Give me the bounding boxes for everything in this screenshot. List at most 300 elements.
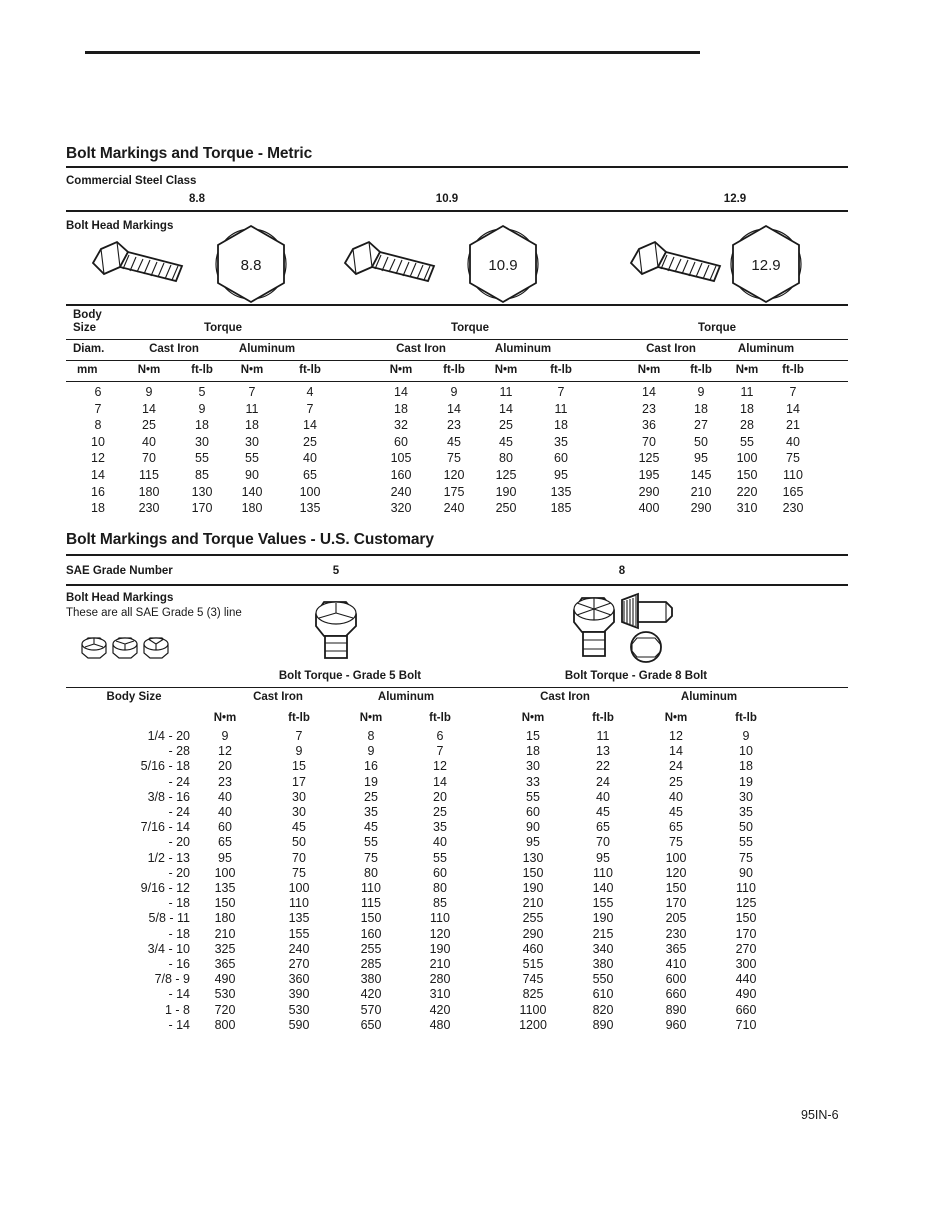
metric-cell-c2_ci_nm: 105 (390, 451, 412, 466)
uscustomary-cell-g5_al_ft: 60 (433, 865, 447, 880)
uscustomary-cell-g5_al_ft: 7 (436, 744, 444, 759)
uscustomary-cell-g8_ci_ft: 22 (596, 759, 610, 774)
metric-cell-c1_ci_nm: 25 (142, 418, 156, 433)
metric-cell-c1_ci_ft: 9 (198, 401, 206, 416)
uscustomary-cell-g5_ci_nm: 530 (214, 987, 236, 1002)
metric-cell-mm: 7 (94, 401, 102, 416)
uscustomary-cell-g8_al_nm: 25 (669, 774, 683, 789)
uscustomary-unit-nm-g8-al: N•m (664, 712, 688, 724)
uscustomary-cell-g5_ci_nm: 95 (218, 850, 232, 865)
bolt-head-hex-8-8-illustration (203, 222, 299, 306)
uscustomary-cell-g5_ci_ft: 360 (288, 972, 310, 987)
metric-cell-c3_al_nm: 150 (736, 468, 758, 482)
metric-cell-c2_al_ft: 185 (550, 501, 572, 516)
metric-section-title: Bolt Markings and Torque - Metric (66, 145, 313, 162)
uscustomary-cell-g8_al_ft: 110 (736, 881, 756, 895)
uscustomary-cell-g5_al_ft: 80 (433, 881, 447, 895)
uscustomary-cell-g8_al_nm: 230 (665, 926, 687, 941)
uscustomary-cell-size: 5/16 - 18 (140, 759, 190, 774)
bolt-side-view-10-9-illustration (336, 236, 444, 294)
uscustomary-cell-g5_ci_nm: 325 (214, 941, 236, 956)
top-header-rule (85, 51, 700, 54)
uscustomary-cell-g8_ci_nm: 90 (526, 820, 540, 835)
uscustomary-cell-g8_ci_nm: 515 (522, 957, 544, 971)
metric-torque-header-8-8: Torque (203, 322, 243, 334)
uscustomary-cell-size: - 20 (168, 865, 190, 880)
uscustomary-cell-g8_al_ft: 710 (735, 1017, 757, 1032)
metric-unit-ftlb-12-9-ci: ft-lb (690, 364, 712, 376)
metric-cell-c3_ci_nm: 125 (638, 451, 660, 466)
uscustomary-cell-g8_ci_nm: 33 (526, 774, 540, 789)
uscustomary-cell-g8_al_nm: 120 (665, 865, 687, 880)
metric-cell-c3_al_ft: 230 (782, 501, 804, 516)
uscustomary-cell-g5_al_ft: 190 (429, 941, 451, 956)
uscustomary-cell-g5_ci_ft: 30 (292, 789, 306, 804)
uscustomary-cell-g8_ci_ft: 45 (596, 805, 610, 819)
uscustomary-cell-g8_ci_nm: 1200 (519, 1017, 547, 1032)
uscustomary-cell-size: - 24 (168, 774, 190, 789)
uscustomary-caption-rule-b (264, 687, 536, 688)
metric-cell-c3_ci_nm: 70 (642, 434, 656, 449)
metric-cell-c2_al_ft: 135 (550, 484, 572, 499)
uscustomary-cell-g8_al_ft: 440 (735, 972, 757, 987)
metric-unit-nm-8-8-ci: N•m (137, 364, 161, 376)
uscustomary-cell-g5_ci_ft: 30 (292, 805, 306, 819)
uscustomary-cell-g5_ci_ft: 390 (288, 987, 310, 1002)
uscustomary-cell-g5_ci_nm: 23 (218, 774, 232, 789)
uscustomary-cell-g5_al_ft: 480 (429, 1017, 451, 1032)
steel-class-12-9: 12.9 (723, 193, 747, 205)
uscustomary-cell-size: - 18 (168, 926, 190, 941)
uscustomary-caption-rule-c (536, 687, 848, 688)
uscustomary-cell-g8_ci_ft: 550 (592, 972, 614, 987)
uscustomary-cell-g8_al_ft: 18 (739, 759, 753, 774)
uscustomary-section-title: Bolt Markings and Torque Values - U.S. Customary (66, 531, 434, 548)
metric-cell-c3_ci_ft: 210 (690, 484, 712, 499)
metric-cell-c2_ci_nm: 60 (394, 434, 408, 449)
uscustomary-cell-g5_al_ft: 40 (433, 835, 447, 850)
uscustomary-cell-g8_ci_ft: 890 (592, 1017, 614, 1032)
metric-aluminum-header-12-9: Aluminum (737, 343, 795, 355)
metric-body-size-label-line2: Size (73, 322, 97, 334)
metric-cell-c1_ci_ft: 85 (195, 468, 209, 482)
uscustomary-cell-g5_al_nm: 380 (360, 972, 382, 987)
uscustomary-cell-g5_ci_nm: 20 (218, 759, 232, 774)
uscustomary-cell-size: 7/8 - 9 (154, 972, 190, 987)
uscustomary-cell-g5_ci_nm: 135 (214, 881, 236, 895)
metric-cell-c3_al_ft: 14 (786, 401, 800, 416)
uscustomary-cell-g5_al_nm: 110 (361, 881, 381, 895)
uscustomary-cell-g8_ci_ft: 155 (592, 896, 614, 911)
uscustomary-cell-g8_al_ft: 9 (742, 729, 750, 743)
metric-cast-iron-header-8-8: Cast Iron (149, 343, 199, 355)
metric-cell-c2_ci_ft: 9 (450, 385, 458, 399)
metric-cell-c1_al_ft: 135 (299, 501, 321, 516)
metric-cell-c1_ci_nm: 180 (138, 484, 160, 499)
uscustomary-grade-rule (66, 584, 848, 586)
uscustomary-cell-g5_ci_nm: 800 (214, 1017, 236, 1032)
uscustomary-cell-g8_ci_nm: 150 (522, 865, 544, 880)
metric-cell-c3_al_ft: 40 (786, 434, 800, 449)
metric-cell-mm: 14 (91, 468, 105, 482)
uscustomary-cell-g8_al_nm: 205 (665, 911, 687, 926)
uscustomary-cell-g8_ci_ft: 380 (592, 957, 614, 971)
metric-cell-c2_ci_ft: 75 (447, 451, 461, 466)
metric-cell-c3_ci_nm: 14 (642, 385, 656, 399)
uscustomary-cell-g5_al_nm: 160 (360, 926, 382, 941)
uscustomary-cell-g5_ci_ft: 100 (288, 881, 310, 895)
metric-cell-mm: 10 (91, 434, 105, 449)
uscustomary-cell-g5_al_nm: 8 (367, 729, 375, 743)
uscustomary-cell-g5_al_nm: 9 (367, 744, 375, 759)
uscustomary-cell-g5_al_ft: 210 (429, 957, 451, 971)
uscustomary-cell-g5_al_ft: 35 (433, 820, 447, 835)
metric-unit-nm-10-9-al: N•m (494, 364, 518, 376)
metric-cell-c2_ci_nm: 18 (394, 401, 408, 416)
uscustomary-cell-g5_al_nm: 650 (360, 1017, 382, 1032)
uscustomary-cell-g8_ci_nm: 210 (522, 896, 544, 911)
metric-diam-header: Diam. (73, 343, 105, 355)
commercial-steel-class-label: Commercial Steel Class (66, 175, 197, 187)
metric-cell-c2_ci_ft: 120 (443, 468, 465, 482)
metric-cell-c1_al_nm: 30 (245, 434, 259, 449)
uscustomary-cell-g8_ci_nm: 130 (522, 850, 544, 865)
uscustomary-cell-g5_al_ft: 12 (433, 759, 447, 774)
metric-bolt-head-markings-label: Bolt Head Markings (66, 220, 174, 232)
uscustomary-cell-g5_al_nm: 255 (360, 941, 382, 956)
bolt-head-hex-12-9-illustration (718, 222, 814, 306)
uscustomary-cell-g8_al_ft: 55 (739, 835, 753, 850)
uscustomary-cell-g8_ci_nm: 55 (526, 789, 540, 804)
metric-cell-c3_ci_nm: 23 (642, 401, 656, 416)
metric-mm-header: mm (77, 364, 98, 376)
bolt-side-view-8-8-illustration (84, 236, 192, 294)
uscustomary-cast-iron-header-g8: Cast Iron (540, 691, 590, 703)
uscustomary-cell-size: 9/16 - 12 (140, 881, 190, 895)
uscustomary-cell-g5_al_ft: 110 (430, 911, 450, 926)
uscustomary-cell-size: 1 - 8 (164, 1002, 190, 1017)
metric-unit-nm-12-9-ci: N•m (637, 364, 661, 376)
metric-cell-c3_al_nm: 11 (740, 385, 754, 399)
uscustomary-cell-g8_al_ft: 125 (735, 896, 757, 911)
metric-cell-c3_ci_nm: 36 (642, 418, 656, 433)
uscustomary-cell-g5_ci_ft: 590 (288, 1017, 310, 1032)
metric-cell-c3_al_nm: 55 (740, 434, 754, 449)
metric-cell-c1_al_ft: 100 (299, 484, 321, 499)
uscustomary-cell-g5_ci_nm: 12 (218, 744, 232, 759)
metric-cell-c3_ci_ft: 9 (697, 385, 705, 399)
uscustomary-cell-g8_al_ft: 300 (735, 957, 757, 971)
metric-cell-c3_al_nm: 220 (736, 484, 758, 499)
metric-cast-iron-header-10-9: Cast Iron (396, 343, 446, 355)
uscustomary-cell-g5_al_nm: 35 (364, 805, 378, 819)
uscustomary-cell-g5_al_nm: 150 (360, 911, 382, 926)
uscustomary-title-rule (66, 554, 848, 556)
metric-unit-ftlb-10-9-ci: ft-lb (443, 364, 465, 376)
uscustomary-unit-nm-g5-ci: N•m (213, 712, 237, 724)
uscustomary-cell-g5_al_nm: 285 (360, 957, 382, 971)
metric-cell-mm: 18 (91, 501, 105, 516)
metric-cell-c1_al_ft: 14 (303, 418, 317, 433)
metric-artwork-bottom-rule (66, 304, 848, 306)
uscustomary-cell-g8_al_nm: 100 (665, 850, 687, 865)
uscustomary-cell-g8_al_nm: 45 (669, 805, 683, 819)
uscustomary-cell-g8_ci_ft: 24 (596, 774, 610, 789)
svg-text:10.9: 10.9 (488, 257, 518, 274)
metric-cell-c3_al_ft: 75 (786, 451, 800, 466)
metric-class-rule (66, 210, 848, 212)
metric-cell-c1_al_ft: 40 (303, 451, 317, 466)
metric-cell-c2_ci_ft: 14 (447, 401, 461, 416)
sae-grade-number-label: SAE Grade Number (66, 565, 173, 577)
metric-cast-iron-header-12-9: Cast Iron (646, 343, 696, 355)
uscustomary-cell-g5_al_nm: 75 (364, 850, 378, 865)
metric-cell-c1_al_nm: 18 (245, 418, 259, 433)
uscustomary-cell-size: 3/8 - 16 (147, 789, 190, 804)
metric-cell-c1_ci_nm: 40 (142, 434, 156, 449)
uscustomary-cell-size: 7/16 - 14 (140, 820, 190, 835)
steel-class-10-9: 10.9 (435, 193, 459, 205)
uscustomary-cell-g5_ci_ft: 15 (292, 759, 306, 774)
metric-cell-c2_al_nm: 190 (495, 484, 517, 499)
bolt-torque-grade-8-caption: Bolt Torque - Grade 8 Bolt (564, 670, 708, 682)
uscustomary-unit-ftlb-g5-al: ft-lb (429, 712, 451, 724)
metric-cell-c1_ci_ft: 130 (191, 484, 213, 499)
grade-5-bolt-illustration (306, 596, 368, 660)
metric-cell-c2_al_nm: 125 (495, 468, 517, 482)
uscustomary-cell-g5_al_nm: 19 (364, 774, 378, 789)
svg-text:12.9: 12.9 (751, 257, 781, 274)
uscustomary-cell-g8_ci_ft: 70 (596, 835, 610, 850)
uscustomary-cell-g5_ci_ft: 70 (292, 850, 306, 865)
uscustomary-cell-g8_al_nm: 40 (669, 789, 683, 804)
uscustomary-cell-size: - 20 (168, 835, 190, 850)
uscustomary-cell-size: 1/4 - 20 (147, 729, 190, 743)
metric-cell-c2_ci_ft: 175 (443, 484, 465, 499)
uscustomary-cell-g5_al_ft: 6 (436, 729, 444, 743)
uscustomary-cell-g5_ci_nm: 490 (214, 972, 236, 987)
uscustomary-cell-g8_al_ft: 270 (735, 941, 757, 956)
uscustomary-cell-g5_ci_nm: 210 (214, 926, 236, 941)
metric-cell-c1_al_nm: 180 (241, 501, 263, 516)
uscustomary-unit-nm-g8-ci: N•m (521, 712, 545, 724)
uscustomary-cell-g8_al_nm: 170 (665, 896, 687, 911)
uscustomary-cell-g5_al_ft: 14 (433, 774, 447, 789)
metric-cell-mm: 12 (91, 451, 105, 466)
metric-material-rule (66, 360, 848, 361)
uscustomary-cell-g8_ci_nm: 825 (522, 987, 544, 1002)
metric-cell-c3_al_nm: 18 (740, 401, 754, 416)
metric-cell-c3_ci_nm: 400 (638, 501, 660, 516)
uscustomary-cell-size: - 14 (168, 987, 190, 1002)
metric-cell-c3_ci_ft: 95 (694, 451, 708, 466)
bolt-torque-grade-5-caption: Bolt Torque - Grade 5 Bolt (278, 670, 422, 682)
metric-cell-c1_ci_ft: 5 (198, 385, 206, 399)
metric-cell-c2_ci_nm: 320 (390, 501, 412, 516)
metric-cell-c3_ci_ft: 27 (694, 418, 708, 433)
metric-cell-c2_ci_nm: 32 (394, 418, 408, 433)
uscustomary-cell-size: 3/4 - 10 (147, 941, 190, 956)
uscustomary-cell-g5_ci_ft: 155 (288, 926, 310, 941)
uscustomary-cell-g5_ci_ft: 530 (288, 1002, 310, 1017)
metric-unit-ftlb-8-8-al: ft-lb (299, 364, 321, 376)
uscustomary-cell-g5_al_nm: 45 (364, 820, 378, 835)
uscustomary-cell-g5_ci_nm: 100 (214, 865, 236, 880)
uscustomary-cell-g5_ci_nm: 9 (221, 729, 229, 743)
uscustomary-cell-g5_ci_nm: 150 (214, 896, 236, 911)
metric-cell-c1_ci_ft: 18 (195, 418, 209, 433)
metric-cell-mm: 6 (94, 385, 102, 399)
metric-unit-rule (66, 381, 848, 382)
uscustomary-cast-iron-header-g5: Cast Iron (253, 691, 303, 703)
uscustomary-cell-g8_al_ft: 660 (735, 1002, 757, 1017)
uscustomary-cell-g8_al_ft: 35 (739, 805, 753, 819)
metric-body-size-label-line1: Body (73, 309, 102, 321)
uscustomary-cell-size: - 14 (168, 1017, 190, 1032)
uscustomary-cell-g5_ci_ft: 75 (292, 865, 306, 880)
uscustomary-cell-g5_al_nm: 80 (364, 865, 378, 880)
uscustomary-cell-g8_ci_nm: 15 (526, 729, 540, 743)
uscustomary-cell-g8_ci_nm: 255 (522, 911, 544, 926)
metric-cell-c1_al_nm: 7 (248, 385, 256, 399)
uscustomary-cell-g8_ci_nm: 60 (526, 805, 540, 819)
sae-grade-8: 8 (618, 565, 626, 577)
uscustomary-cell-size: 5/8 - 11 (148, 911, 190, 926)
metric-cell-c3_al_ft: 110 (783, 468, 803, 482)
metric-cell-c2_ci_nm: 240 (390, 484, 412, 499)
metric-unit-ftlb-8-8-ci: ft-lb (191, 364, 213, 376)
metric-cell-c1_al_nm: 55 (245, 451, 259, 466)
uscustomary-cell-g8_al_ft: 490 (735, 987, 757, 1002)
metric-unit-ftlb-10-9-al: ft-lb (550, 364, 572, 376)
uscustomary-cell-g8_al_nm: 14 (669, 744, 683, 759)
uscustomary-cell-g8_ci_ft: 340 (592, 941, 614, 956)
bolt-side-view-12-9-illustration (622, 236, 730, 294)
uscustomary-cell-g8_al_ft: 10 (739, 744, 753, 759)
metric-unit-nm-10-9-ci: N•m (389, 364, 413, 376)
uscustomary-cell-g5_al_ft: 120 (429, 926, 451, 941)
uscustomary-cell-g5_al_nm: 25 (364, 789, 378, 804)
metric-cell-c1_ci_nm: 115 (139, 468, 159, 482)
uscustomary-cell-g5_al_nm: 115 (361, 896, 381, 911)
uscustomary-cell-g5_ci_nm: 40 (218, 789, 232, 804)
metric-cell-c2_al_nm: 11 (499, 385, 513, 399)
uscustomary-cell-g5_al_ft: 280 (429, 972, 451, 987)
uscustomary-cell-g5_ci_nm: 365 (214, 957, 236, 971)
metric-cell-c1_al_nm: 140 (241, 484, 263, 499)
uscustomary-unit-ftlb-g5-ci: ft-lb (288, 712, 310, 724)
metric-cell-c1_al_ft: 65 (303, 468, 317, 482)
uscustomary-cell-g8_al_ft: 170 (735, 926, 757, 941)
uscustomary-cell-g8_al_ft: 30 (739, 789, 753, 804)
metric-cell-c2_al_nm: 14 (499, 401, 513, 416)
metric-cell-c3_ci_ft: 290 (690, 501, 712, 516)
uscustomary-cell-g5_al_ft: 420 (429, 1002, 451, 1017)
uscustomary-cell-g8_ci_ft: 140 (592, 881, 614, 895)
metric-cell-c1_ci_ft: 170 (191, 501, 213, 516)
metric-cell-c1_ci_ft: 30 (195, 434, 209, 449)
metric-cell-c3_ci_nm: 290 (638, 484, 660, 499)
uscustomary-cell-g8_al_nm: 410 (665, 957, 687, 971)
uscustomary-cell-g8_al_nm: 75 (669, 835, 683, 850)
uscustomary-cell-g5_al_nm: 16 (364, 759, 378, 774)
metric-cell-c2_al_nm: 25 (499, 418, 513, 433)
uscustomary-cell-g5_ci_ft: 240 (288, 941, 310, 956)
steel-class-8-8: 8.8 (189, 193, 205, 205)
uscustomary-cell-g8_al_nm: 960 (665, 1017, 687, 1032)
metric-cell-c2_al_nm: 80 (499, 451, 513, 466)
metric-cell-c1_ci_nm: 70 (142, 451, 156, 466)
metric-torque-rule-c (432, 339, 682, 340)
metric-cell-c1_ci_nm: 9 (145, 385, 153, 399)
metric-cell-c2_ci_nm: 14 (394, 385, 408, 399)
uscustomary-cell-g8_al_nm: 24 (669, 759, 683, 774)
metric-cell-c1_al_ft: 25 (303, 434, 317, 449)
metric-torque-rule-a (66, 339, 172, 340)
uscustomary-cell-size: - 18 (168, 896, 190, 911)
metric-unit-ftlb-12-9-al: ft-lb (782, 364, 804, 376)
metric-cell-mm: 16 (91, 484, 105, 499)
uscustomary-cell-g8_ci_ft: 65 (596, 820, 610, 835)
metric-cell-c2_ci_ft: 23 (447, 418, 461, 433)
metric-cell-c2_al_nm: 45 (499, 434, 513, 449)
metric-cell-c2_ci_ft: 45 (447, 434, 461, 449)
uscustomary-cell-g8_al_nm: 65 (669, 820, 683, 835)
uscustomary-cell-g8_al_nm: 600 (665, 972, 687, 987)
uscustomary-cell-g8_al_nm: 890 (665, 1002, 687, 1017)
metric-torque-header-10-9: Torque (450, 322, 490, 334)
uscustomary-cell-g5_al_ft: 55 (433, 850, 447, 865)
metric-torque-rule-b (172, 339, 432, 340)
uscustomary-cell-g8_ci_nm: 95 (526, 835, 540, 850)
grade-5-head-marking-icons (78, 634, 170, 662)
metric-cell-c1_al_ft: 4 (306, 385, 314, 399)
uscustomary-cell-g8_al_nm: 12 (669, 729, 683, 743)
uscustomary-cell-g8_al_ft: 90 (739, 865, 753, 880)
metric-cell-c2_ci_ft: 240 (443, 501, 465, 516)
uscustomary-cell-g5_al_ft: 310 (429, 987, 451, 1002)
uscustomary-cell-size: 1/2 - 13 (147, 850, 190, 865)
metric-cell-c2_al_ft: 18 (554, 418, 568, 433)
uscustomary-cell-g8_ci_ft: 215 (592, 926, 614, 941)
uscustomary-cell-g5_al_nm: 570 (360, 1002, 382, 1017)
metric-cell-c3_al_ft: 7 (789, 385, 797, 399)
uscustomary-cell-g8_ci_ft: 11 (596, 729, 610, 743)
uscustomary-cell-g5_al_ft: 25 (433, 805, 447, 819)
metric-cell-c2_ci_nm: 160 (390, 468, 412, 482)
uscustomary-caption-rule-a (66, 687, 264, 688)
metric-cell-c3_al_ft: 21 (786, 418, 800, 433)
metric-aluminum-header-10-9: Aluminum (494, 343, 552, 355)
uscustomary-cell-size: - 28 (168, 744, 190, 759)
uscustomary-cell-g5_al_nm: 420 (360, 987, 382, 1002)
metric-cell-c2_al_ft: 95 (554, 468, 568, 482)
uscustomary-cell-g5_ci_ft: 110 (289, 896, 309, 911)
metric-torque-header-12-9: Torque (697, 322, 737, 334)
uscustomary-body-size-header: Body Size (106, 691, 162, 703)
uscustomary-cell-g5_al_nm: 55 (364, 835, 378, 850)
metric-cell-c1_ci_nm: 230 (138, 501, 160, 516)
uscustomary-cell-g8_ci_nm: 745 (522, 972, 544, 987)
uscustomary-cell-size: - 24 (168, 805, 190, 819)
uscustomary-bolt-head-markings-note: These are all SAE Grade 5 (3) line (66, 607, 242, 619)
metric-cell-c3_ci_ft: 18 (694, 401, 708, 416)
uscustomary-cell-g8_ci_ft: 13 (596, 744, 610, 759)
uscustomary-cell-g8_al_nm: 150 (665, 881, 687, 895)
metric-cell-c2_al_ft: 60 (554, 451, 568, 466)
uscustomary-cell-g8_ci_ft: 820 (592, 1002, 614, 1017)
bolt-head-hex-10-9-illustration (455, 222, 551, 306)
